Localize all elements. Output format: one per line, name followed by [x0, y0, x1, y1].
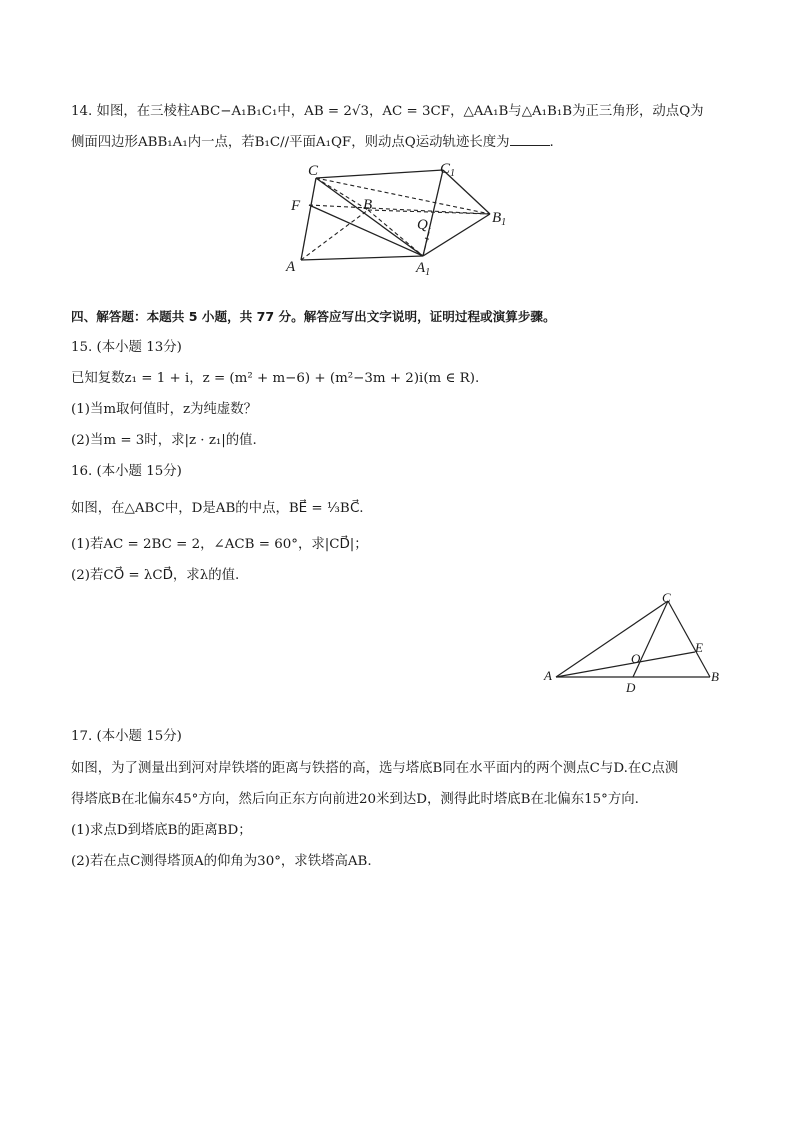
side-ac	[556, 601, 668, 677]
label-b: B	[711, 669, 719, 684]
label-b1-sub: 1	[501, 217, 507, 228]
label-q: Q	[417, 217, 428, 233]
q14-line-2	[71, 133, 554, 153]
edge-cc1	[316, 170, 443, 178]
q14-line-2-text: 侧面四边形ABB₁A₁内一点，若B₁C//平面A₁QF，则动点Q运动轨迹长度为	[71, 135, 510, 150]
edge-c1a1	[423, 170, 443, 256]
edge-aa1	[301, 256, 423, 260]
hidden-line-fb1	[309, 205, 490, 214]
label-o: O	[631, 651, 641, 666]
q17-part-2: (2)若在点C测得塔顶A的仰角为30°，求铁塔高AB.	[71, 854, 372, 869]
label-c: C	[662, 590, 671, 605]
label-d: D	[626, 680, 636, 695]
label-c1-sub: 1	[450, 168, 456, 179]
q17-line-1: 如图，为了测量出到河对岸铁塔的距离与铁搭的高，选与塔底B同在水平面内的两个测点C与D.在C点测	[71, 761, 679, 776]
hidden-tick-q	[425, 238, 431, 240]
q17-line-2: 得塔底B在北偏东45°方向，然后向正东方向前进20米到达D，测得此时塔底B在北偏东15°方向.	[71, 792, 639, 807]
label-a1	[415, 260, 430, 278]
label-b1-main: B	[492, 210, 502, 226]
diagonal-ca1	[316, 178, 423, 256]
q16-stem: 如图，在△ABC中，D是AB的中点，BE⃗ = ⅓BC⃗.	[71, 501, 364, 516]
edge-a1b1	[423, 214, 490, 256]
q15-stem: 已知复数z₁ = 1 + i，z = (m² + m−6) + (m²−3m + 2)i(m ∈ R).	[71, 371, 480, 386]
label-a: A	[286, 259, 296, 275]
segment-ae	[556, 652, 695, 677]
prism-figure	[280, 158, 520, 280]
q14-line-1: 14. 如图，在三棱柱ABC−A₁B₁C₁中，AB = 2√3，AC = 3CF，△AA₁B与△A₁B₁B为正三角形，动点Q为	[71, 104, 704, 119]
q17-title: 17. (本小题 15分)	[71, 729, 182, 744]
answer-blank	[510, 133, 550, 146]
label-f: F	[291, 198, 301, 214]
edge-ca	[301, 178, 316, 260]
label-a1-sub: 1	[425, 267, 431, 278]
q16-part-1: (1)若AC = 2BC = 2，∠ACB = 60°，求|CD⃗|；	[71, 537, 368, 552]
hidden-line-cb1	[316, 178, 490, 214]
label-e: E	[695, 640, 703, 655]
hidden-line-ba1	[368, 210, 423, 256]
q15-title: 15. (本小题 13分)	[71, 340, 182, 355]
label-c: C	[308, 163, 319, 179]
q16-part-2: (2)若CO⃗ = λCD⃗，求λ的值.	[71, 568, 240, 583]
label-a: A	[544, 668, 552, 683]
q15-part-2: (2)当m = 3时，求|z · z₁|的值.	[71, 433, 257, 448]
label-b1	[492, 210, 506, 228]
q14-line-2-end: .	[549, 135, 554, 150]
q16-title: 16. (本小题 15分)	[71, 464, 182, 479]
label-b: B	[363, 197, 373, 213]
label-c1	[440, 161, 455, 179]
side-cb	[668, 601, 710, 677]
section-heading: 四、解答题：本题共 5 小题，共 77 分。解答应写出文字说明，证明过程或演算步骤。	[71, 309, 556, 324]
q17-part-1: (1)求点D到塔底B的距离BD；	[71, 823, 252, 838]
q15-part-1: (1)当m取何值时，z为纯虚数？	[71, 402, 258, 417]
label-c1-main: C	[440, 161, 451, 177]
label-a1-main: A	[416, 260, 426, 276]
triangle-figure	[540, 588, 730, 698]
hidden-edge-ab	[301, 210, 368, 260]
